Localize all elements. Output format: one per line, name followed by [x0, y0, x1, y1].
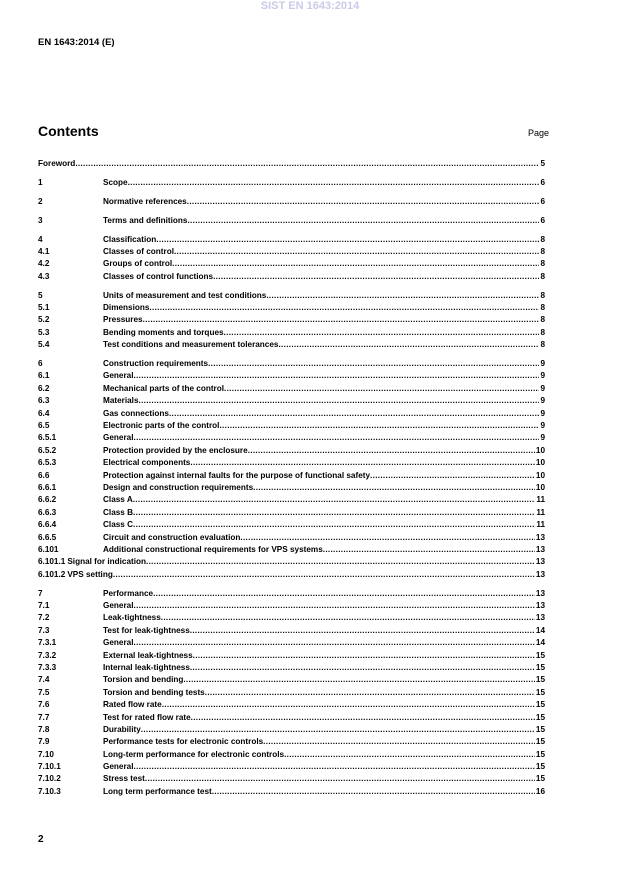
toc-entry-number: 6.4 [38, 408, 50, 418]
toc-dot-leader [190, 625, 535, 637]
toc-entry-page: 8 [540, 327, 545, 337]
toc-entry-page: 9 [540, 408, 545, 418]
toc-entry-number: 7.9 [38, 737, 50, 747]
toc-entry-page: 8 [540, 303, 545, 313]
toc-entry-number: 7.1 [38, 601, 50, 610]
toc-entry[interactable] [38, 569, 545, 581]
toc-entry-title: Torsion and bending tests [103, 687, 205, 697]
toc-entry-title: Electronic parts of the control [103, 421, 220, 431]
toc-group [38, 177, 545, 189]
toc-entry-title: Electrical components [103, 458, 191, 468]
toc-entry-number: 6.101 [38, 544, 59, 554]
toc-entry-page: 15 [535, 724, 545, 734]
toc-entry-page: 9 [540, 396, 545, 406]
toc-entry-number: 6.6.1 [38, 482, 57, 492]
toc-entry-page: 9 [540, 433, 545, 443]
toc-dot-leader [266, 290, 539, 302]
toc-dot-leader [212, 786, 535, 798]
toc-entry-page: 16 [535, 786, 545, 796]
toc-entry-number: 7.10 [38, 749, 54, 759]
toc-dot-leader [248, 445, 535, 457]
toc-entry-title: Foreword [38, 159, 76, 168]
toc-dot-leader [172, 258, 539, 270]
toc-entry[interactable] [38, 408, 545, 420]
contents-heading: Contents [38, 123, 99, 139]
toc-dot-leader [143, 314, 540, 326]
toc-entry-number: 6.101.1 [38, 557, 66, 567]
toc-entry-number: 7.10.2 [38, 774, 61, 784]
toc-dot-leader [224, 383, 539, 395]
toc-entry-title: Groups of control [103, 259, 173, 269]
toc-entry-title: Additional constructional requirements for VPS systems [103, 544, 323, 554]
toc-entry-title: Pressures [103, 315, 143, 325]
toc-entry-title: Durability [103, 724, 141, 734]
table-of-contents [38, 158, 545, 805]
toc-dot-leader [128, 177, 540, 189]
toc-entry-title: Long-term performance for electronic controls [103, 749, 285, 759]
toc-entry-number: 7.10.1 [38, 762, 61, 772]
toc-dot-leader [219, 420, 539, 432]
toc-entry-number: 2 [38, 196, 43, 206]
toc-entry[interactable] [38, 637, 545, 649]
toc-entry-page: 15 [535, 712, 545, 722]
toc-entry[interactable] [38, 358, 545, 370]
toc-entry-page: 13 [535, 532, 545, 542]
toc-entry[interactable] [38, 612, 545, 624]
toc-entry[interactable] [38, 271, 545, 283]
toc-group [38, 196, 545, 208]
toc-entry-title: Performance tests for electronic controls [103, 737, 264, 747]
toc-entry-page: 10 [535, 445, 545, 455]
toc-entry[interactable] [38, 234, 545, 246]
toc-entry-number: 7.8 [38, 724, 50, 734]
toc-dot-leader [190, 662, 535, 674]
toc-entry-title: Leak-tightness [103, 613, 161, 623]
toc-entry-number: 5 [38, 290, 43, 300]
toc-entry[interactable] [38, 395, 545, 407]
watermark: SIST EN 1643:2014 [260, 0, 360, 12]
toc-entry-title: Mechanical parts of the control [103, 383, 225, 393]
toc-entry-number: 5.4 [38, 340, 50, 350]
toc-entry-page: 14 [535, 638, 545, 648]
toc-entry-number: 5.1 [38, 303, 50, 313]
toc-dot-leader [149, 302, 539, 314]
toc-entry[interactable] [38, 370, 545, 382]
toc-entry-title: Classes of control functions [103, 271, 214, 281]
toc-dot-leader [133, 519, 535, 531]
toc-entry[interactable] [38, 258, 545, 270]
toc-entry-page: 15 [535, 700, 545, 710]
toc-dot-leader [205, 687, 535, 699]
toc-group [38, 358, 545, 581]
toc-dot-leader [169, 408, 539, 420]
toc-dot-leader [161, 612, 535, 624]
toc-entry-page: 13 [535, 569, 545, 579]
toc-entry-page: 11 [536, 507, 545, 517]
toc-entry-page: 5 [540, 159, 545, 168]
toc-dot-leader [134, 432, 540, 444]
toc-entry-page: 14 [535, 625, 545, 635]
toc-entry-page: 13 [535, 557, 545, 567]
toc-entry-number: 7.5 [38, 687, 50, 697]
toc-dot-leader [370, 470, 535, 482]
toc-entry-page: 11 [536, 520, 545, 530]
toc-entry-title: Protection against internal faults for the purpose of functional safety [103, 470, 371, 480]
toc-entry-page: 13 [535, 588, 545, 598]
toc-dot-leader [253, 482, 535, 494]
toc-entry-title: Bending moments and torques [103, 327, 224, 337]
toc-entry[interactable] [38, 786, 545, 798]
toc-entry[interactable] [38, 650, 545, 662]
toc-dot-leader [240, 532, 535, 544]
toc-dot-leader [208, 358, 539, 370]
toc-entry-page: 6 [540, 177, 545, 187]
toc-dot-leader [323, 544, 535, 556]
toc-entry-page: 9 [540, 359, 545, 369]
toc-entry-number: 7.7 [38, 712, 50, 722]
toc-entry[interactable] [38, 158, 545, 170]
toc-entry-title: Gas connections [103, 408, 169, 418]
toc-entry[interactable] [38, 556, 545, 568]
toc-entry[interactable] [38, 327, 545, 339]
toc-entry-title: Stress test [103, 774, 145, 784]
toc-entry[interactable] [38, 625, 545, 637]
toc-entry-page: 11 [536, 495, 545, 505]
toc-dot-leader [190, 457, 535, 469]
toc-entry-page: 13 [535, 544, 545, 554]
toc-entry-page: 9 [540, 421, 545, 431]
toc-entry-title: Test for leak-tightness [103, 625, 190, 635]
toc-entry-number: 7.2 [38, 613, 50, 623]
toc-entry[interactable] [38, 482, 545, 494]
toc-entry-title: General [103, 762, 134, 772]
toc-entry-title: Construction requirements [103, 359, 209, 369]
toc-entry-number: 6.5.1 [38, 433, 57, 443]
toc-entry-number: 7.3 [38, 625, 50, 635]
toc-entry-title: Classes of control [103, 246, 174, 256]
toc-entry-page: 15 [535, 774, 545, 784]
toc-entry-page: 8 [540, 315, 545, 325]
toc-dot-leader [191, 712, 535, 724]
toc-entry-number: 4 [38, 234, 43, 244]
toc-entry[interactable] [38, 588, 545, 600]
toc-entry-number: 6.5.3 [38, 458, 57, 468]
toc-entry-title: General [103, 638, 134, 648]
toc-entry-page: 15 [535, 687, 545, 697]
page-number: 2 [38, 834, 44, 845]
toc-dot-leader [133, 494, 536, 506]
toc-entry[interactable] [38, 674, 545, 686]
toc-entry-title: General [103, 433, 134, 443]
toc-entry-number: 6.6.2 [38, 495, 57, 505]
toc-dot-leader [193, 650, 535, 662]
toc-entry-title: Class A [103, 495, 133, 505]
toc-entry[interactable] [38, 749, 545, 761]
toc-dot-leader [174, 246, 539, 258]
toc-entry[interactable] [38, 432, 545, 444]
toc-group [38, 234, 545, 284]
toc-entry-number: 6.6.4 [38, 520, 57, 530]
toc-dot-leader [278, 339, 539, 351]
toc-entry[interactable] [38, 290, 545, 302]
toc-dot-leader [263, 736, 535, 748]
toc-dot-leader [187, 215, 539, 227]
toc-entry[interactable] [38, 532, 545, 544]
toc-entry-number: 3 [38, 215, 43, 225]
toc-entry[interactable] [38, 724, 545, 736]
toc-entry[interactable] [38, 519, 545, 531]
toc-entry-page: 8 [540, 340, 545, 350]
toc-entry-page: 9 [540, 371, 545, 381]
toc-entry[interactable] [38, 736, 545, 748]
toc-entry-title: Rated flow rate [103, 700, 162, 710]
toc-entry[interactable] [38, 314, 545, 326]
toc-entry-title: Performance [103, 588, 154, 598]
toc-group [38, 588, 545, 799]
toc-entry-page: 15 [535, 675, 545, 685]
toc-entry-number: 4.3 [38, 271, 50, 281]
toc-entry-page: 15 [535, 762, 545, 772]
toc-entry-title: Test conditions and measurement tolerances [103, 340, 279, 350]
toc-group [38, 158, 545, 170]
toc-entry-number: 6.5.2 [38, 445, 57, 455]
toc-dot-leader [145, 773, 535, 785]
toc-dot-leader [187, 196, 540, 208]
toc-entry[interactable] [38, 420, 545, 432]
page-column-label: Page [528, 128, 550, 138]
toc-entry-page: 8 [540, 271, 545, 281]
toc-entry-title: Torsion and bending [103, 675, 184, 685]
toc-entry-page: 15 [535, 737, 545, 747]
toc-dot-leader [134, 637, 535, 649]
toc-entry[interactable] [38, 712, 545, 724]
toc-entry-page: 13 [535, 601, 545, 610]
toc-dot-leader [113, 569, 535, 581]
toc-entry-title: Units of measurement and test conditions [103, 290, 267, 300]
toc-entry-page: 9 [540, 383, 545, 393]
toc-entry-number: 4.1 [38, 246, 50, 256]
toc-entry-page: 8 [540, 234, 545, 244]
toc-group [38, 215, 545, 227]
toc-entry-page: 15 [535, 662, 545, 672]
toc-entry-number: 4.2 [38, 259, 50, 269]
toc-entry[interactable] [38, 339, 545, 351]
toc-dot-leader [134, 370, 540, 382]
toc-dot-leader [162, 699, 535, 711]
toc-entry-title: Scope [103, 177, 128, 187]
toc-dot-leader [284, 749, 535, 761]
toc-entry-number: 6.6 [38, 470, 50, 480]
toc-entry[interactable] [38, 215, 545, 227]
toc-entry-title: Protection provided by the enclosure [103, 445, 248, 455]
toc-entry-title: General [103, 601, 134, 610]
toc-entry-page: 8 [540, 259, 545, 269]
toc-dot-leader [141, 724, 535, 736]
toc-entry-number: 5.2 [38, 315, 50, 325]
toc-dot-leader [75, 158, 539, 170]
toc-group [38, 290, 545, 352]
toc-entry-number: 7.10.3 [38, 786, 61, 796]
toc-entry-page: 13 [535, 613, 545, 623]
toc-entry-number: 7.3.2 [38, 650, 57, 660]
toc-entry-page: 8 [540, 246, 545, 256]
toc-entry-number: 6.1 [38, 371, 50, 381]
toc-entry-page: 10 [535, 482, 545, 492]
toc-entry-title: VPS setting [67, 569, 113, 579]
toc-entry-title: Signal for indication [67, 557, 147, 567]
toc-entry-number: 6.6.3 [38, 507, 57, 517]
toc-entry-number: 5.3 [38, 327, 50, 337]
toc-entry-title: Normative references [103, 196, 187, 206]
toc-entry-number: 7.4 [38, 675, 50, 685]
toc-entry-number: 1 [38, 177, 43, 187]
toc-entry-number: 7 [38, 588, 43, 598]
toc-entry[interactable] [38, 246, 545, 258]
toc-entry-page: 8 [540, 290, 545, 300]
toc-dot-leader [224, 327, 540, 339]
toc-entry[interactable] [38, 470, 545, 482]
toc-entry[interactable] [38, 600, 545, 612]
toc-entry-title: Classification [103, 234, 157, 244]
toc-entry-title: Class C [103, 520, 134, 530]
toc-entry-title: Long term performance test [103, 786, 212, 796]
toc-entry-page: 10 [535, 458, 545, 468]
toc-entry[interactable] [38, 445, 545, 457]
toc-entry-title: Class B [103, 507, 134, 517]
toc-entry[interactable] [38, 544, 545, 556]
toc-dot-leader [183, 674, 535, 686]
toc-entry-number: 6.3 [38, 396, 50, 406]
toc-entry[interactable] [38, 662, 545, 674]
toc-entry-title: Circuit and construction evaluation [103, 532, 241, 542]
toc-entry-page: 6 [540, 215, 545, 225]
document-id-header: EN 1643:2014 (E) [38, 37, 115, 48]
toc-entry-number: 6.2 [38, 383, 50, 393]
toc-entry-page: 15 [535, 650, 545, 660]
toc-entry-page: 15 [535, 749, 545, 759]
toc-dot-leader [133, 507, 535, 519]
toc-entry-title: External leak-tightness [103, 650, 193, 660]
toc-entry-title: Design and construction requirements [103, 482, 254, 492]
toc-dot-leader [156, 234, 539, 246]
toc-entry[interactable] [38, 177, 545, 189]
toc-entry[interactable] [38, 699, 545, 711]
toc-dot-leader [146, 556, 535, 568]
toc-entry[interactable] [38, 494, 545, 506]
toc-entry[interactable] [38, 687, 545, 699]
toc-entry-number: 6 [38, 359, 43, 369]
toc-entry[interactable] [38, 507, 545, 519]
toc-entry-title: Internal leak-tightness [103, 662, 190, 672]
toc-entry-title: General [103, 371, 134, 381]
toc-dot-leader [213, 271, 539, 283]
toc-entry[interactable] [38, 773, 545, 785]
toc-entry-title: Dimensions [103, 303, 150, 313]
toc-entry[interactable] [38, 383, 545, 395]
toc-entry-number: 6.6.5 [38, 532, 57, 542]
toc-entry[interactable] [38, 196, 545, 208]
toc-entry-page: 6 [540, 196, 545, 206]
toc-entry-title: Materials [103, 396, 139, 406]
toc-dot-leader [134, 600, 535, 612]
toc-entry-number: 7.3.3 [38, 662, 57, 672]
toc-entry[interactable] [38, 302, 545, 314]
toc-entry-number: 7.6 [38, 700, 50, 710]
toc-dot-leader [139, 395, 540, 407]
toc-dot-leader [153, 588, 535, 600]
toc-entry[interactable] [38, 457, 545, 469]
toc-entry-number: 6.5 [38, 421, 50, 431]
toc-entry-title: Test for rated flow rate [103, 712, 191, 722]
toc-entry[interactable] [38, 761, 545, 773]
toc-entry-title: Terms and definitions [103, 215, 188, 225]
toc-dot-leader [134, 761, 535, 773]
toc-entry-number: 7.3.1 [38, 638, 57, 648]
toc-entry-number: 6.101.2 [38, 569, 66, 579]
toc-entry-page: 10 [535, 470, 545, 480]
